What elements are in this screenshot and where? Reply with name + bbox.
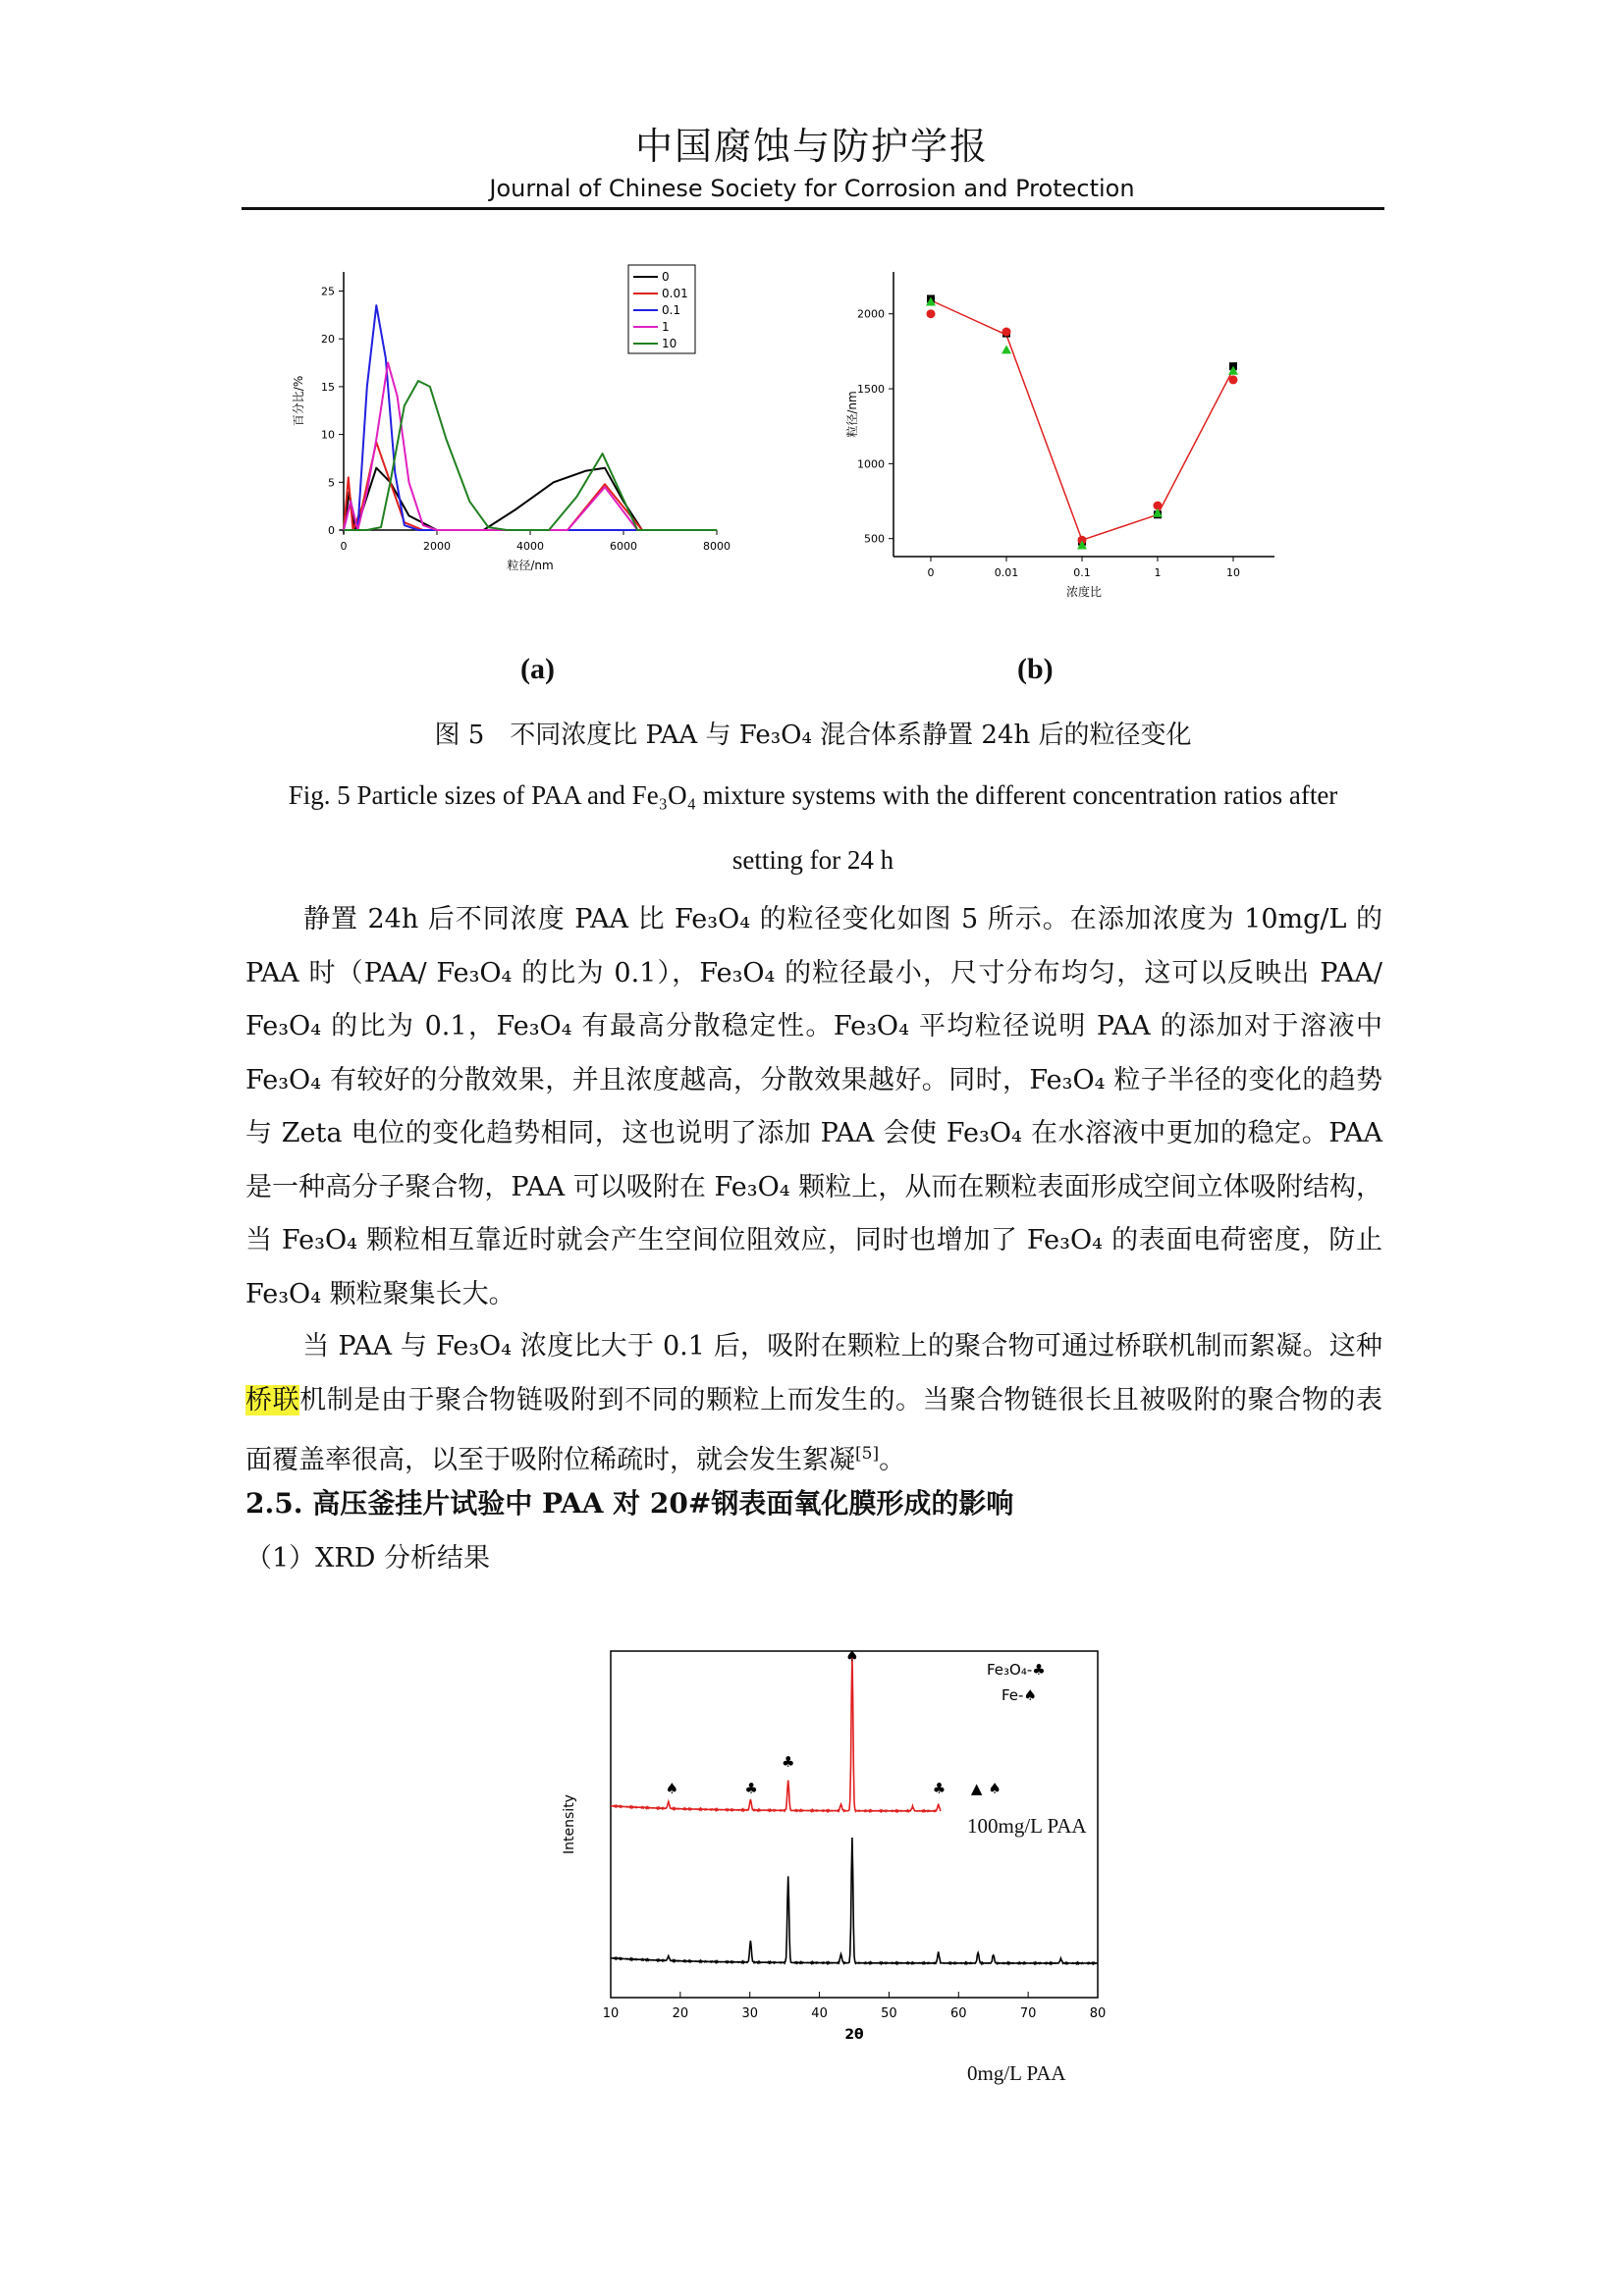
paragraph-2-text-b: 机制是由于聚合物链吸附到不同的颗粒上而发生的。当聚合物链很长且被吸附的聚合物的表面覆盖率很高，以至于吸附位稀疏时，就会发生絮凝 xyxy=(245,1384,1382,1475)
phase-marker: ♣ xyxy=(932,1780,947,1797)
phase-marker: ♠ xyxy=(845,1647,859,1665)
y-axis-label: 百分比/% xyxy=(292,375,305,427)
paragraph-2 xyxy=(245,1320,1382,1488)
x-tick-label: 6000 xyxy=(610,540,637,553)
x-axis-label: 粒径/nm xyxy=(507,559,554,572)
x-tick-label: 4000 xyxy=(516,540,544,553)
journal-title-en: Journal of Chinese Society for Corrosion and Protection xyxy=(489,175,1135,202)
fig5-label-a: (a) xyxy=(520,653,555,685)
legend-label: 0.01 xyxy=(662,287,688,300)
x-axis-label: 2θ xyxy=(844,2027,864,2043)
legend-fe3o4: Fe₃O₄-♣ xyxy=(987,1661,1046,1679)
subsection-heading: （1）XRD 分析结果 xyxy=(245,1543,490,1574)
phase-marker: ♣ xyxy=(781,1753,795,1771)
x-tick-label: 60 xyxy=(950,2006,967,2021)
citation-ref: [5] xyxy=(855,1444,880,1464)
paragraph-2-text-a: 当 PAA 与 Fe₃O₄ 浓度比大于 0.1 后，吸附在颗粒上的聚合物可通过桥联机制而絮凝。这种 xyxy=(302,1331,1382,1362)
legend-label: 1 xyxy=(662,320,670,334)
legend-label: 0 xyxy=(662,270,670,284)
xrd-pattern-100mg xyxy=(611,1655,941,1811)
fig5-caption-en-1: Fig. 5 Particle sizes of PAA and Fe₃O₄ mixture systems with the different concentration ratios after xyxy=(288,780,1338,810)
legend-label: 10 xyxy=(662,337,677,350)
y-tick-label: 15 xyxy=(321,380,335,394)
highlighted-term: 桥联 xyxy=(245,1384,300,1415)
phase-marker: ▲ xyxy=(970,1780,983,1797)
y-tick-label: 1500 xyxy=(857,383,885,397)
x-tick-label: 50 xyxy=(881,2006,897,2021)
phase-marker: ♠ xyxy=(988,1780,1001,1797)
xrd-pattern-0mg xyxy=(611,1838,1098,1964)
xrd-label-100: 100mg/L PAA xyxy=(967,1814,1087,1838)
xrd-chart xyxy=(550,1639,1119,2052)
y-tick-label: 2000 xyxy=(857,307,885,321)
section-heading: 2.5. 高压釜挂片试验中 PAA 对 20#钢表面氧化膜形成的影响 xyxy=(245,1487,1014,1520)
x-tick-label: 30 xyxy=(741,2006,758,2021)
fig5-caption-en-2: setting for 24 h xyxy=(731,845,894,875)
fig5a-chart xyxy=(285,260,746,599)
x-tick-label: 40 xyxy=(811,2006,828,2021)
y-tick-label: 500 xyxy=(864,532,885,546)
series-line-1 xyxy=(344,363,717,531)
point-circle xyxy=(927,309,936,318)
fig5-caption-cn: 图 5 不同浓度比 PAA 与 Fe₃O₄ 混合体系静置 24h 后的粒径变化 xyxy=(434,721,1192,750)
x-tick-label: 20 xyxy=(672,2006,689,2021)
x-tick-label: 10 xyxy=(602,2006,620,2021)
y-tick-label: 20 xyxy=(321,333,335,347)
xrd-label-0: 0mg/L PAA xyxy=(967,2061,1066,2085)
x-tick-label: 70 xyxy=(1019,2006,1037,2021)
mean-line xyxy=(931,300,1233,540)
series-line-0.01 xyxy=(344,442,717,530)
y-tick-label: 0 xyxy=(328,524,335,537)
y-axis-label: Intensity xyxy=(562,1794,577,1854)
legend-label: 0.1 xyxy=(662,303,681,317)
x-tick-label: 0.01 xyxy=(994,566,1019,579)
point-circle xyxy=(1229,375,1238,384)
x-tick-label: 10 xyxy=(1226,566,1240,579)
point-circle xyxy=(1002,328,1011,337)
header-rule xyxy=(242,207,1384,210)
x-tick-label: 0.1 xyxy=(1073,566,1091,579)
x-axis-label: 浓度比 xyxy=(1065,585,1103,599)
paragraph-2-end: 。 xyxy=(879,1445,906,1475)
fig5-label-b: (b) xyxy=(1017,653,1054,685)
y-tick-label: 25 xyxy=(321,285,335,298)
phase-marker: ♠ xyxy=(665,1780,679,1797)
y-axis-label: 粒径/nm xyxy=(845,391,859,438)
y-tick-label: 1000 xyxy=(857,457,885,471)
x-tick-label: 0 xyxy=(927,566,935,579)
journal-title-cn: 中国腐蚀与防护学报 xyxy=(634,125,989,168)
x-tick-label: 1 xyxy=(1154,566,1162,579)
y-tick-label: 5 xyxy=(328,476,335,490)
phase-marker: ♣ xyxy=(744,1780,758,1797)
x-tick-label: 8000 xyxy=(703,540,731,553)
x-tick-label: 0 xyxy=(340,540,348,553)
y-tick-label: 10 xyxy=(321,428,335,442)
paragraph-1 xyxy=(245,893,1382,1321)
paragraph-1-text: 静置 24h 后不同浓度 PAA 比 Fe₃O₄ 的粒径变化如图 5 所示。在添加浓度为 10mg/L 的 PAA 时（PAA/ Fe₃O₄ 的比为 0.1），Fe₃O₄ 的粒径最小，尺寸分布均匀，这可以反映出 PAA/ Fe₃O₄ 的比为 0.1，Fe₃O₄ 有最高分散稳定性。Fe₃O₄ 平均粒径说明 PAA 的添加对于溶液中 Fe₃O₄ 有较好的分散效果，并且浓度越高，分散效果越好。同时，Fe₃O₄ 粒子半径的变化的趋势与 Zeta 电位的变化趋势相同，这也说明了添加 PAA 会使 Fe₃O₄ 在水溶液中更加的稳定。PAA 是一种高分子聚合物，PAA 可以吸附在 Fe₃O₄ 颗粒上，从而在颗粒表面形成空间立体吸附结构，当 Fe₃O₄ 颗粒相互靠近时就会产生空间位阻效应，同时也增加了 Fe₃O₄ 的表面电荷密度，防止 Fe₃O₄ 颗粒聚集长大。 xyxy=(245,904,1382,1309)
x-tick-label: 80 xyxy=(1089,2006,1107,2021)
fig5b-chart xyxy=(844,260,1286,604)
legend-fe: Fe-♠ xyxy=(1001,1686,1037,1704)
x-tick-label: 2000 xyxy=(423,540,451,553)
